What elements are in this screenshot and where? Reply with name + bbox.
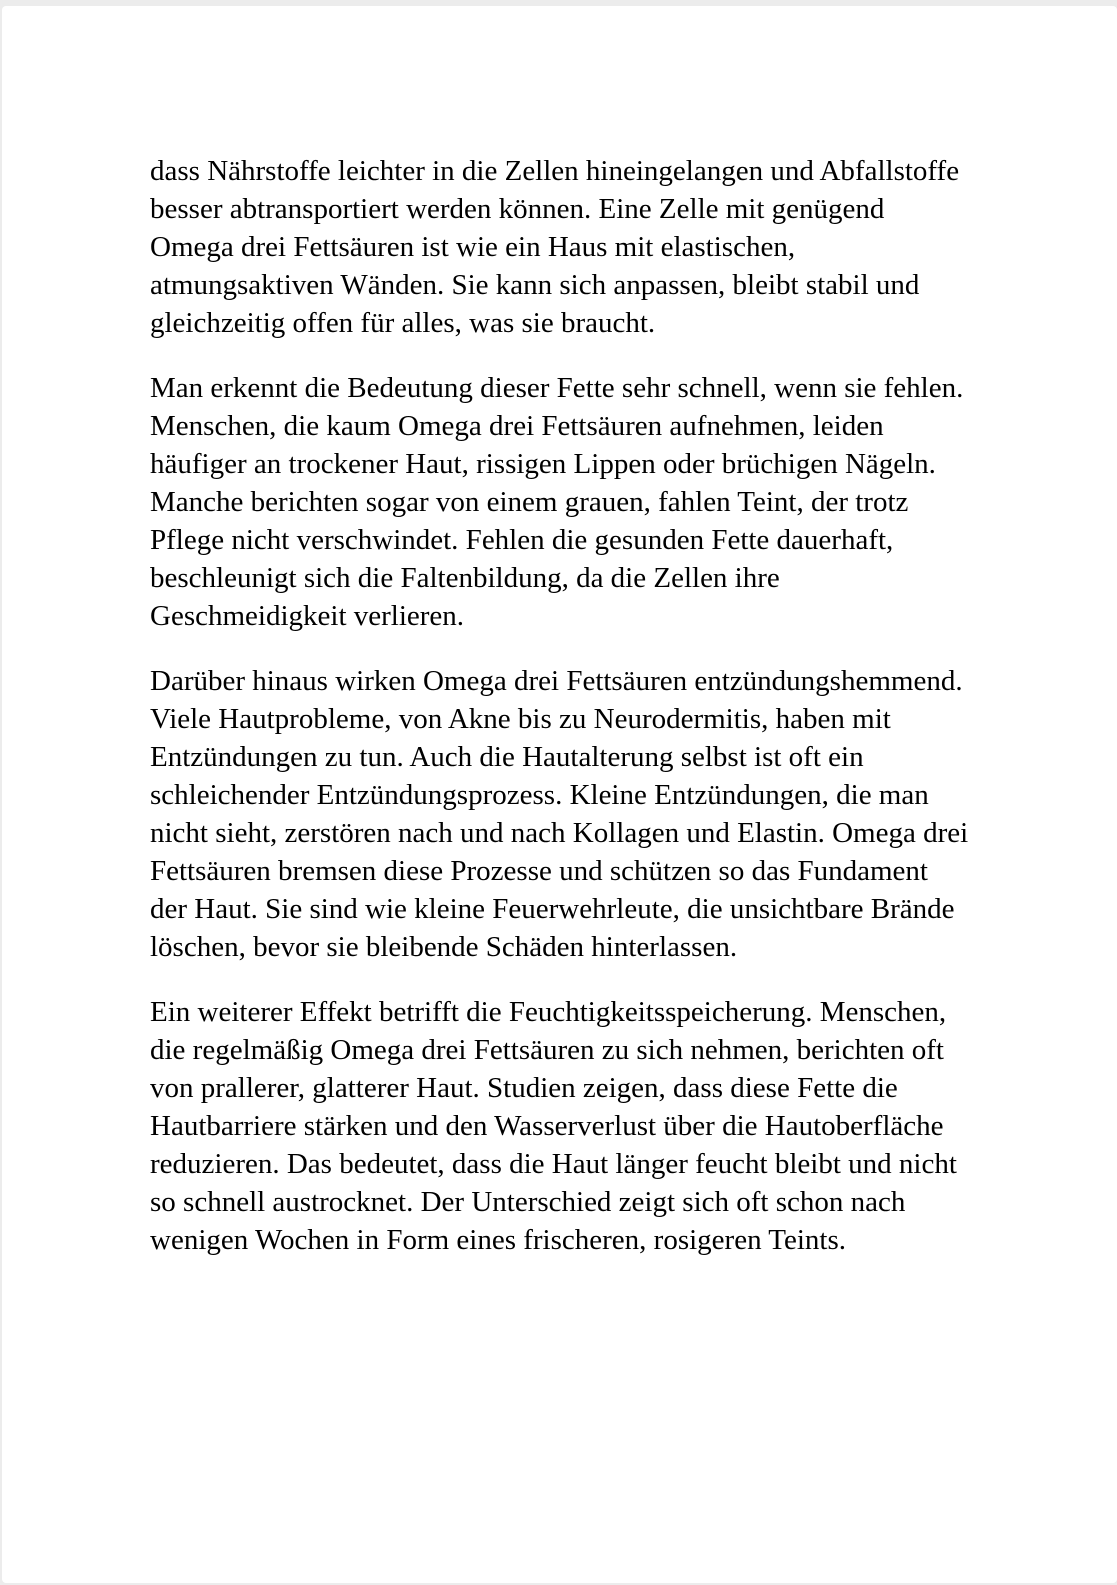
- document-page: [2, 6, 1117, 1583]
- paragraph: Darüber hinaus wirken Omega drei Fettsäuren entzündungshemmend. Viele Hautprobleme, von Akne bis zu Neurodermitis, haben mit Entzündungen zu tun. Auch die Hautalterung selbst ist oft ein schleichender Entzündungsprozess. Kleine Entzündungen, die man nicht sieht, zerstören nach und nach Kollagen und Elastin. Omega drei Fettsäuren bremsen diese Prozesse und schützen so das Fundament der Haut. Sie sind wie kleine Feuerwehrleute, die unsichtbare Brände löschen, bevor sie bleibende Schäden hinterlassen.: [150, 665, 969, 963]
- paragraph: Ein weiterer Effekt betrifft die Feuchtigkeitsspeicherung. Menschen, die regelmäßig Omega drei Fettsäuren zu sich nehmen, berichten oft von prallerer, glatterer Haut. Studien zeigen, dass diese Fette die Hautbarriere stärken und den Wasserverlust über die Hautoberfläche reduzieren. Das bedeutet, dass die Haut länger feucht bleibt und nicht so schnell austrocknet. Der Unterschied zeigt sich oft schon nach wenigen Wochen in Form eines frischeren, rosigeren Teints.: [150, 996, 957, 1256]
- paragraph: Man erkennt die Bedeutung dieser Fette sehr schnell, wenn sie fehlen. Menschen, die kaum Omega drei Fettsäuren aufnehmen, leiden häufiger an trockener Haut, rissigen Lippen oder brüchigen Nägeln. Manche berichten sogar von einem grauen, fahlen Teint, der trotz Pflege nicht verschwindet. Fehlen die gesunden Fette dauerhaft, beschleunigt sich die Faltenbildung, da die Zellen ihre Geschmeidigkeit verlieren.: [150, 372, 964, 632]
- paragraph: dass Nährstoffe leichter in die Zellen hineingelangen und Abfallstoffe besser abtransportiert werden können. Eine Zelle mit genügend Omega drei Fettsäuren ist wie ein Haus mit elastischen, atmungsaktiven Wänden. Sie kann sich anpassen, bleibt stabil und gleichzeitig offen für alles, was sie braucht.: [150, 155, 960, 339]
- document-text-block: [150, 152, 972, 1259]
